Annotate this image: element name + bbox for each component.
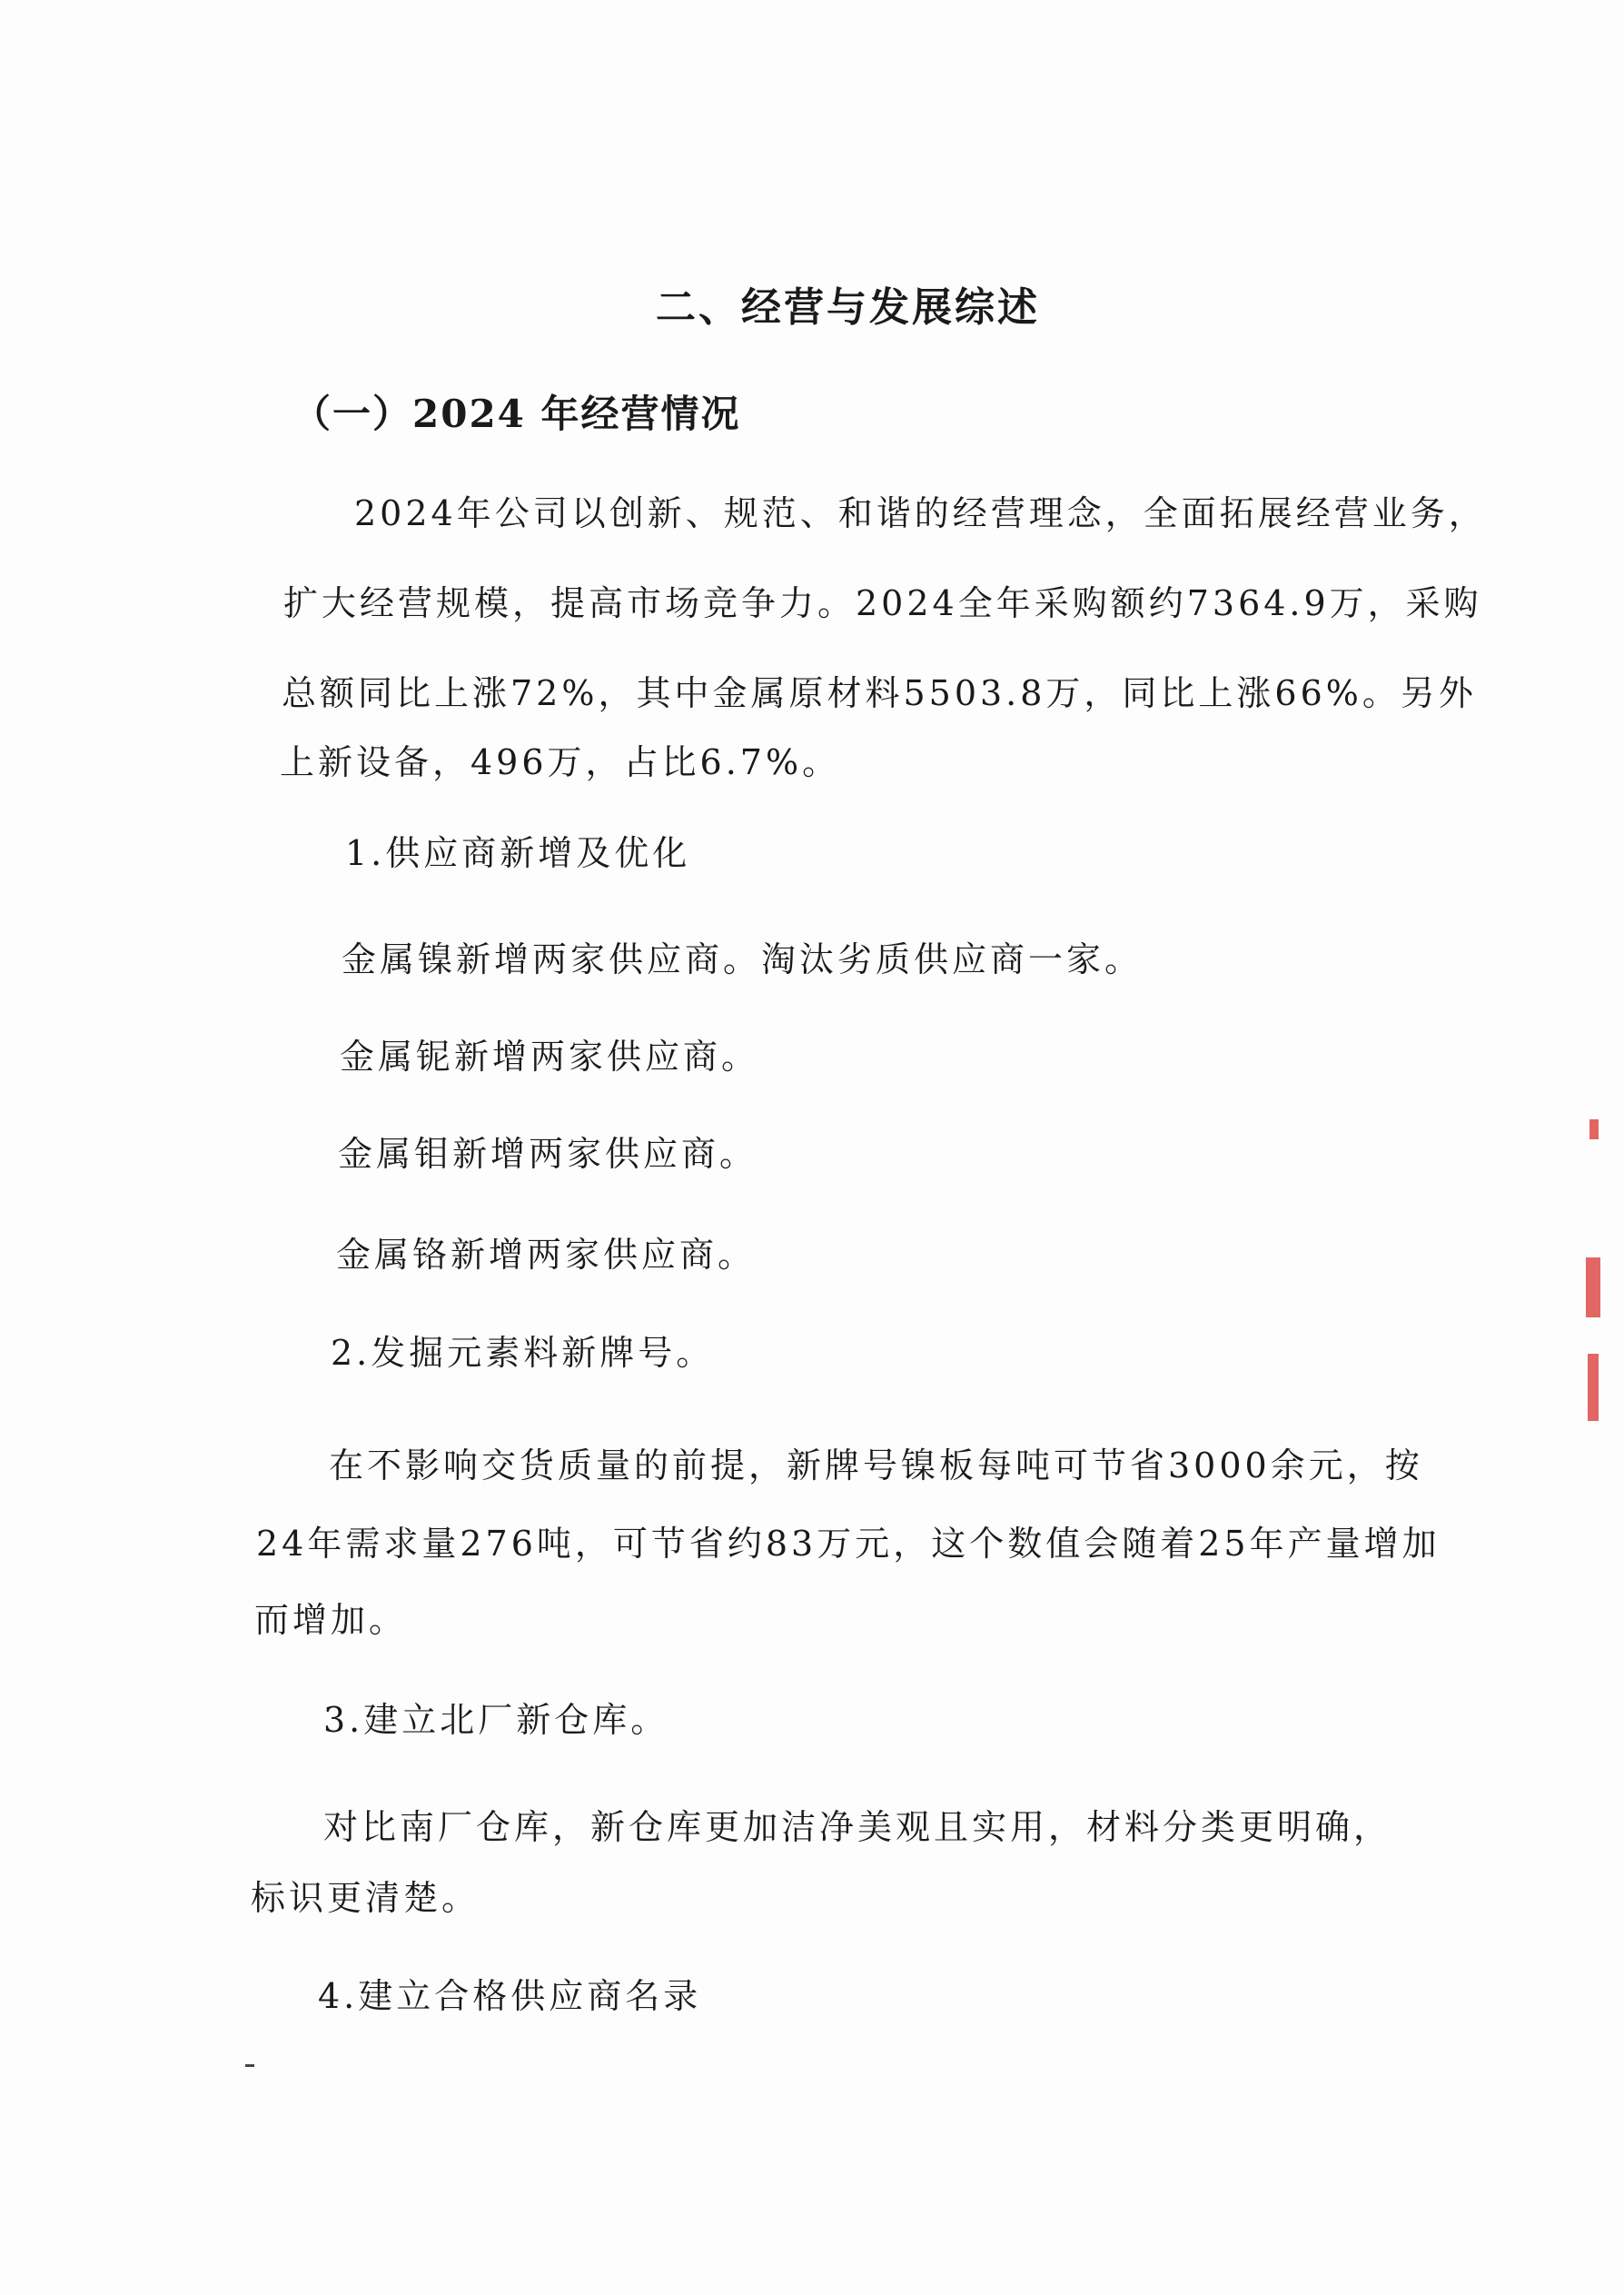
section-heading: （一）2024 年经营情况 [292, 392, 741, 436]
paragraph-line: 扩大经营规模，提高市场竞争力。2024全年采购额约7364.9万，采购 [283, 583, 1482, 623]
list-heading-4: 4.建立合格供应商名录 [318, 1976, 702, 2016]
seal-fragment [1588, 1354, 1599, 1421]
list-heading-2: 2.发掘元素料新牌号。 [331, 1333, 715, 1373]
list-heading-1: 1.供应商新增及优化 [345, 833, 691, 873]
paragraph-line: 24年需求量276吨，可节省约83万元，这个数值会随着25年产量增加 [256, 1524, 1441, 1564]
list-item: 金属铬新增两家供应商。 [336, 1235, 757, 1275]
seal-fragment [1586, 1257, 1600, 1317]
scan-mark [245, 2064, 254, 2067]
paragraph-line: 而增加。 [254, 1600, 408, 1640]
page-title: 二、经营与发展综述 [656, 284, 1040, 331]
paragraph-line: 上新设备，496万，占比6.7%。 [280, 742, 841, 782]
list-item: 金属钼新增两家供应商。 [338, 1134, 758, 1174]
paragraph-line: 标识更清楚。 [251, 1878, 480, 1918]
paragraph-line: 在不影响交货质量的前提，新牌号镍板每吨可节省3000余元，按 [329, 1446, 1423, 1485]
list-heading-3: 3.建立北厂新仓库。 [323, 1700, 669, 1740]
paragraph-line: 总额同比上涨72%，其中金属原材料5503.8万，同比上涨66%。另外 [282, 673, 1477, 713]
list-item: 金属镍新增两家供应商。淘汰劣质供应商一家。 [342, 939, 1144, 979]
paragraph-line: 2024年公司以创新、规范、和谐的经营理念，全面拓展经营业务， [354, 493, 1487, 533]
paragraph-line: 对比南厂仓库，新仓库更加洁净美观且实用，材料分类更明确， [323, 1807, 1392, 1847]
seal-fragment [1589, 1119, 1599, 1139]
list-item: 金属铌新增两家供应商。 [340, 1037, 760, 1077]
